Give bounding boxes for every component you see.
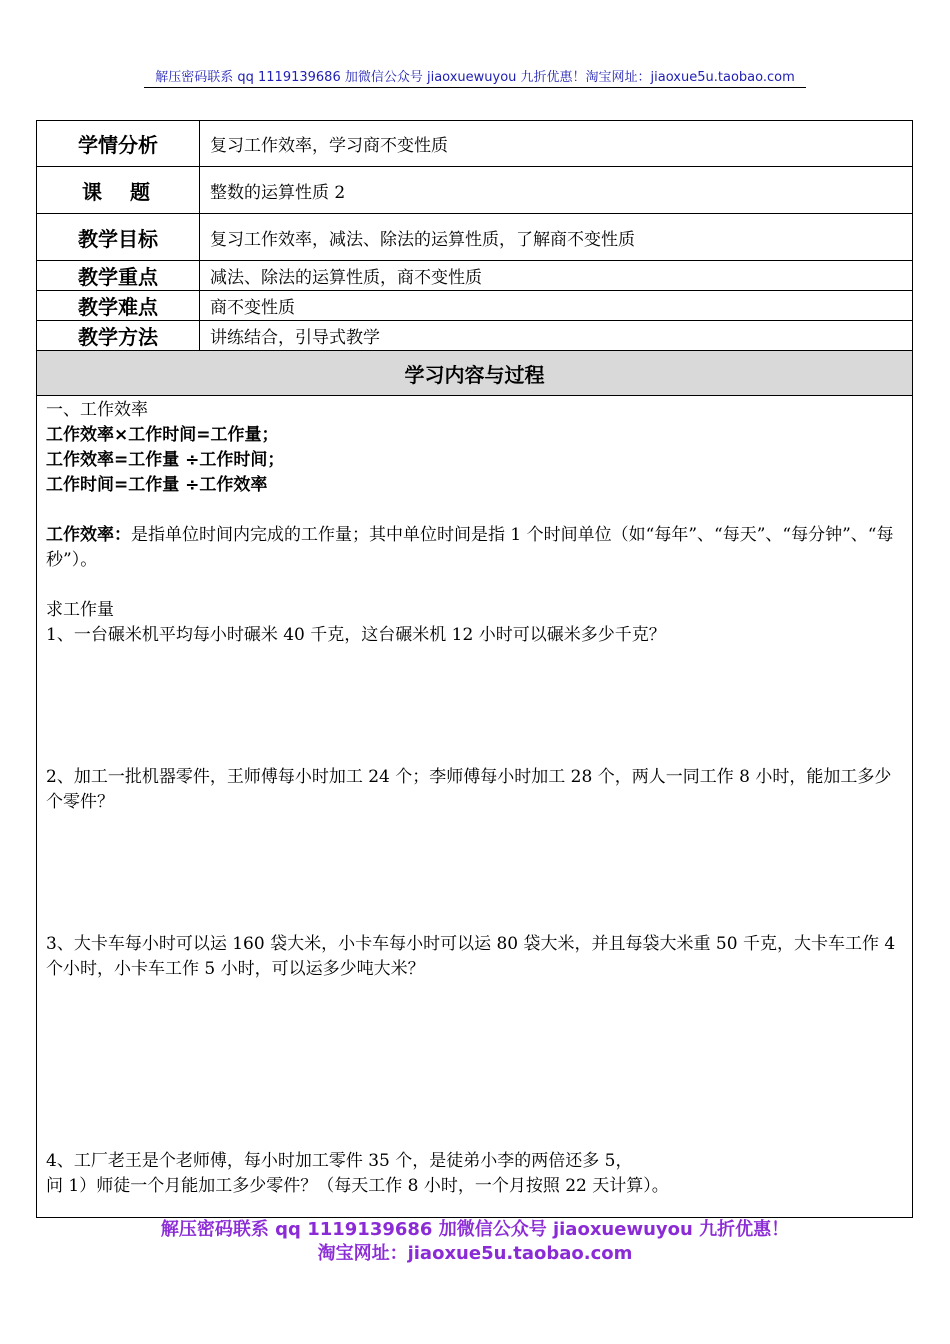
row-value: 复习工作效率，减法、除法的运算性质，了解商不变性质 (200, 214, 913, 261)
table-row (37, 214, 913, 261)
table-row (37, 321, 913, 351)
definition-term: 工作效率： (46, 525, 131, 545)
sub-heading: 求工作量 (46, 600, 114, 620)
row-value: 商不变性质 (200, 291, 913, 321)
lesson-plan-table (36, 120, 913, 1218)
row-label: 教学方法 (37, 321, 200, 351)
content-cell (37, 396, 913, 1218)
row-label: 教学难点 (37, 291, 200, 321)
content-heading: 一、工作效率 (46, 400, 148, 420)
page-header (144, 66, 806, 88)
row-value: 讲练结合，引导式教学 (200, 321, 913, 351)
footer-line-2: 淘宝网址：jiaoxue5u.taobao.com (317, 1243, 633, 1264)
definition-paragraph (46, 523, 904, 573)
formula-line: 工作时间=工作量 ÷工作效率 (46, 475, 268, 495)
table-row (37, 291, 913, 321)
row-label: 教学重点 (37, 261, 200, 291)
formula-line: 工作效率=工作量 ÷工作时间； (46, 450, 285, 470)
table-row (37, 261, 913, 291)
row-label: 课 题 (37, 167, 200, 214)
question-4-sub: 问 1）师徒一个月能加工多少零件？（每天工作 8 小时，一个月按照 22 天计算）。 (46, 1176, 669, 1196)
question-3: 3、大卡车每小时可以运 160 袋大米，小卡车每小时可以运 80 袋大米，并且每袋大米重 50 千克，大卡车工作 4 个小时，小卡车工作 5 小时，可以运多少吨大米？ (46, 934, 896, 979)
definition-text: 是指单位时间内完成的工作量；其中单位时间是指 1 个时间单位（如“每年”、“每天”、“每分钟”、“每秒”）。 (46, 525, 894, 570)
row-label: 学情分析 (37, 121, 200, 167)
footer-line-1: 解压密码联系 qq 1119139686 加微信公众号 jiaoxuewuyou 九折优惠！ (160, 1219, 790, 1240)
table-row (37, 121, 913, 167)
section-row (37, 351, 913, 396)
row-value: 整数的运算性质 2 (200, 167, 913, 214)
row-value: 减法、除法的运算性质，商不变性质 (200, 261, 913, 291)
content-row (37, 396, 913, 1218)
page-footer (0, 1218, 950, 1266)
section-title: 学习内容与过程 (37, 351, 913, 396)
formula-line: 工作效率×工作时间=工作量； (46, 425, 279, 445)
question-1: 1、一台碾米机平均每小时碾米 40 千克，这台碾米机 12 小时可以碾米多少千克？ (46, 625, 666, 645)
table-row (37, 167, 913, 214)
header-text: 解压密码联系 qq 1119139686 加微信公众号 jiaoxuewuyou 九折优惠！淘宝网址：jiaoxue5u.taobao.com (155, 70, 795, 85)
row-value: 复习工作效率，学习商不变性质 (200, 121, 913, 167)
question-4: 4、工厂老王是个老师傅，每小时加工零件 35 个，是徒弟小李的两倍还多 5， (46, 1151, 633, 1171)
row-label: 教学目标 (37, 214, 200, 261)
question-2: 2、加工一批机器零件，王师傅每小时加工 24 个；李师傅每小时加工 28 个，两人一同工作 8 小时，能加工多少个零件？ (46, 767, 892, 812)
